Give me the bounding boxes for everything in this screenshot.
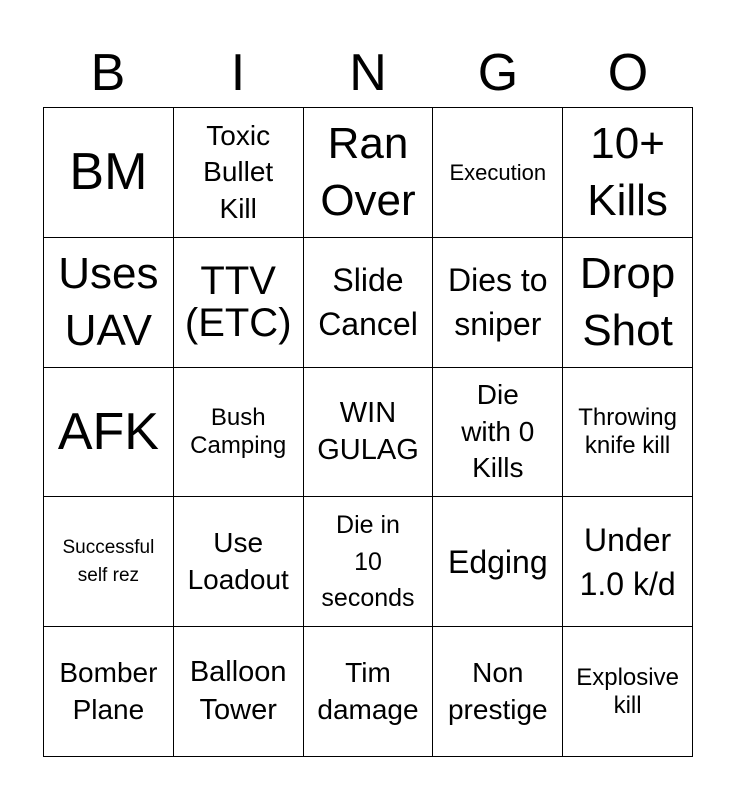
- header-letter-b: B: [90, 44, 126, 102]
- cell-label: Bush Camping: [190, 404, 287, 459]
- bingo-cell[interactable]: [304, 108, 434, 238]
- cell-label: Slide Cancel: [318, 262, 418, 343]
- bingo-cell[interactable]: [433, 368, 563, 498]
- bingo-cell[interactable]: [304, 368, 434, 498]
- bingo-cell[interactable]: [174, 627, 304, 757]
- cell-label: Throwing knife kill: [578, 404, 677, 459]
- bingo-cell[interactable]: [174, 238, 304, 368]
- cell-label: BM: [69, 143, 148, 202]
- cell-label: Drop Shot: [579, 249, 676, 356]
- cell-label: Bomber Plane: [59, 657, 158, 725]
- bingo-cell[interactable]: [433, 108, 563, 238]
- cell-label: TTV (ETC): [184, 259, 292, 346]
- cell-label: Explosive kill: [576, 664, 679, 719]
- bingo-cell[interactable]: [174, 368, 304, 498]
- bingo-cell[interactable]: [563, 497, 693, 627]
- cell-label: Execution: [449, 159, 547, 185]
- bingo-cell[interactable]: [304, 497, 434, 627]
- bingo-cell[interactable]: [563, 238, 693, 368]
- bingo-cell[interactable]: [44, 238, 174, 368]
- cell-label: Use Loadout: [187, 527, 289, 595]
- cell-label: Non prestige: [447, 657, 548, 725]
- bingo-cell[interactable]: [44, 368, 174, 498]
- cell-label: Toxic Bullet Kill: [203, 119, 274, 224]
- cell-label: Die with 0 Kills: [461, 379, 535, 484]
- header-letter-i: I: [230, 44, 246, 102]
- header-letter-n: N: [349, 44, 387, 102]
- cell-label: Uses UAV: [58, 249, 159, 356]
- cell-label: WIN GULAG: [317, 396, 419, 466]
- bingo-cell[interactable]: [304, 238, 434, 368]
- header-letter-g: G: [477, 44, 519, 102]
- bingo-cell[interactable]: [433, 627, 563, 757]
- bingo-cell[interactable]: [44, 497, 174, 627]
- cell-label: Dies to sniper: [447, 262, 548, 343]
- bingo-cell[interactable]: [433, 497, 563, 627]
- bingo-cell[interactable]: [433, 238, 563, 368]
- bingo-cell[interactable]: [563, 368, 693, 498]
- bingo-cell[interactable]: [44, 108, 174, 238]
- cell-label: Die in 10 seconds: [321, 511, 415, 612]
- cell-label: Successful self rez: [62, 537, 155, 586]
- cell-label: Edging: [447, 543, 548, 580]
- bingo-cell[interactable]: [44, 627, 174, 757]
- bingo-header: [43, 40, 693, 106]
- header-letter-o: O: [607, 44, 649, 102]
- bingo-cell[interactable]: [174, 497, 304, 627]
- bingo-cell[interactable]: [174, 108, 304, 238]
- cell-label: AFK: [57, 402, 159, 461]
- cell-label: Tim damage: [317, 657, 419, 725]
- cell-label: Ran Over: [320, 119, 416, 226]
- cell-label: Under 1.0 k/d: [579, 521, 676, 602]
- bingo-cell[interactable]: [304, 627, 434, 757]
- cell-label: Balloon Tower: [189, 656, 287, 726]
- bingo-cell[interactable]: [563, 108, 693, 238]
- bingo-cell[interactable]: [563, 627, 693, 757]
- cell-label: 10+ Kills: [587, 119, 668, 226]
- bingo-board: [43, 107, 693, 757]
